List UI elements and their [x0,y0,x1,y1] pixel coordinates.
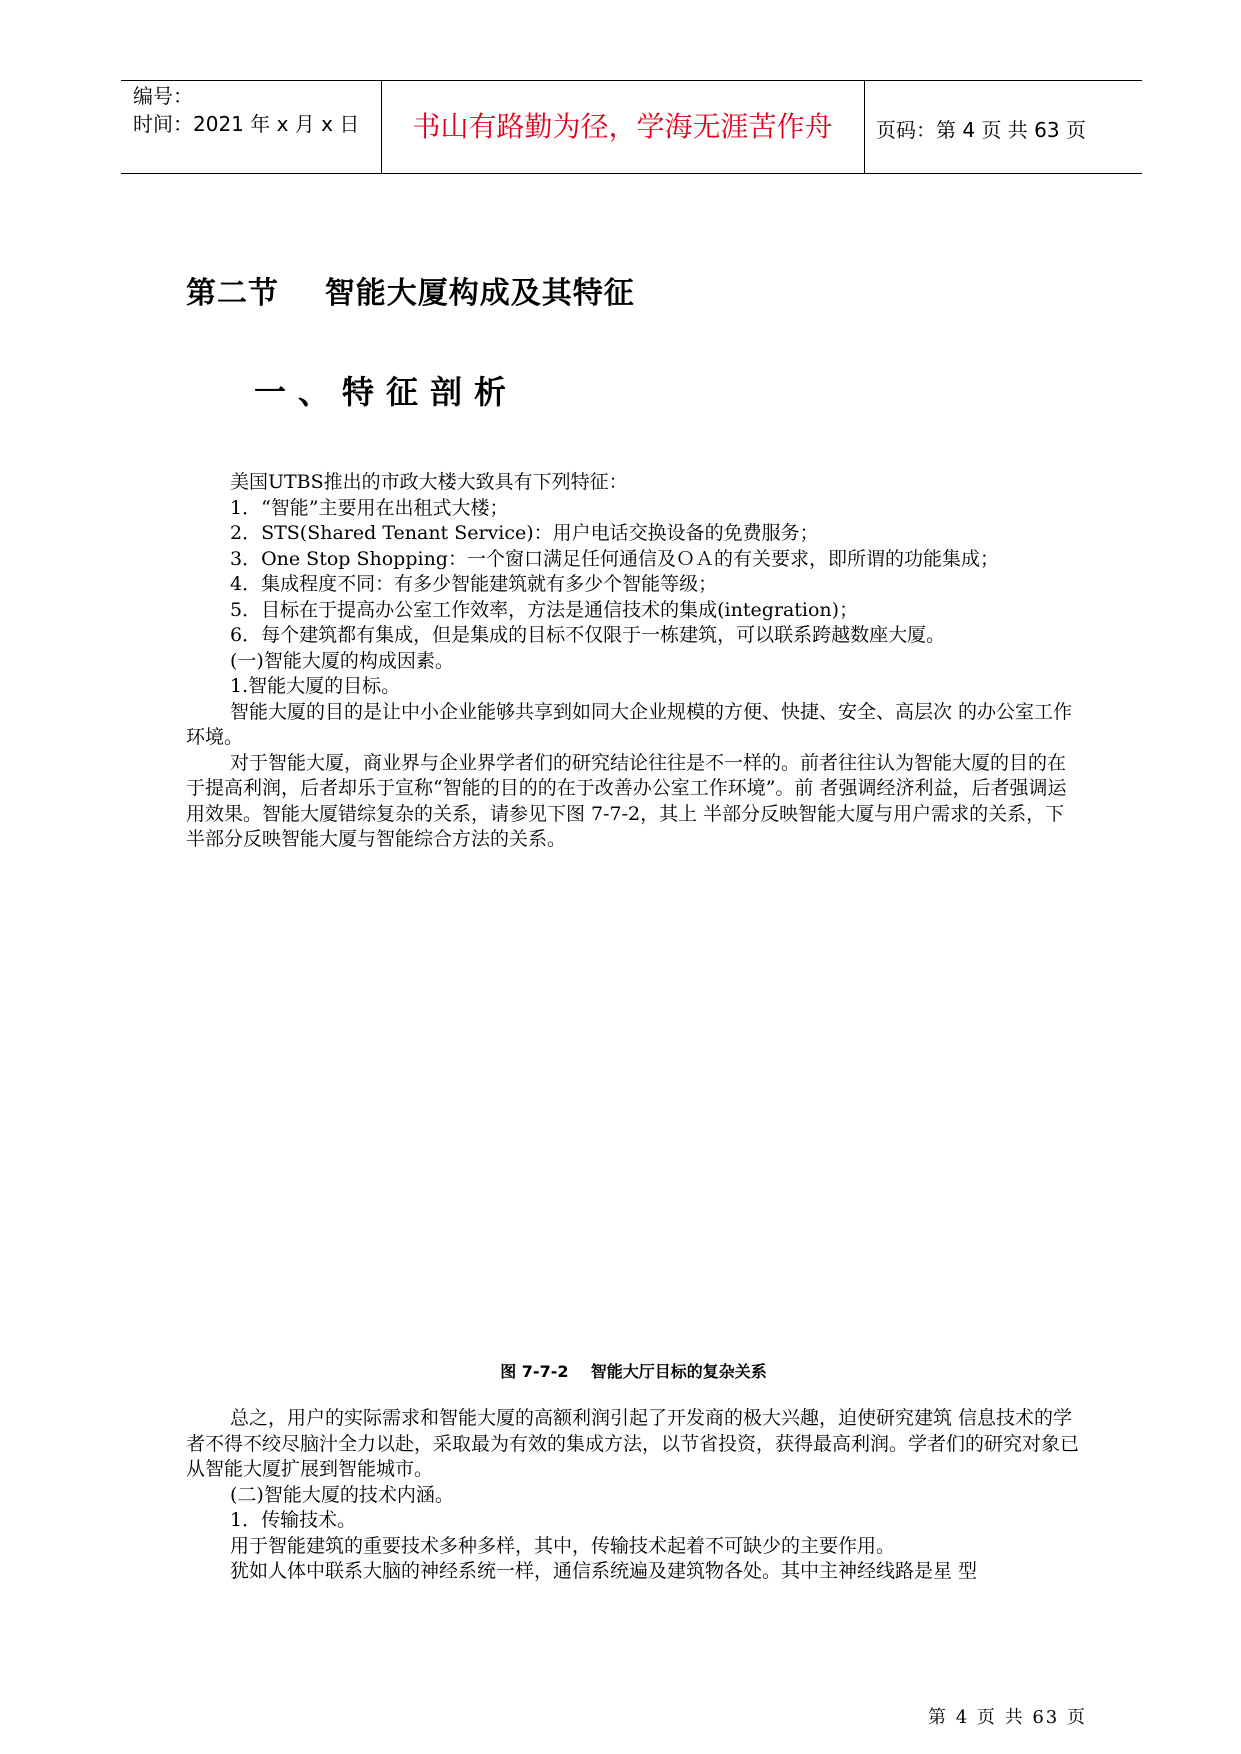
subheading: (二)智能大厦的技术内涵。 [230,1483,454,1506]
subsection-title: 一、特征剖析 [254,373,519,411]
body-text-top [186,470,1081,853]
paragraph: 用于智能建筑的重要技术多种多样，其中，传输技术起着不可缺少的主要作用。 [230,1534,896,1557]
paragraph: 美国UTBS推出的市政大楼大致具有下列特征： [230,471,628,493]
subheading: 1.智能大厦的目标。 [230,675,401,697]
list-item: 2．STS(Shared Tenant Service)：用户电话交换设备的免费服务； [230,522,819,544]
header-page-number: 页码：第 4 页 共 63 页 [876,118,1086,142]
list-item: 4．集成程度不同：有多少智能建筑就有多少个智能等级； [230,573,718,595]
subheading: (一)智能大厦的构成因素。 [230,649,454,672]
header-number: 编号： [133,84,193,108]
body-text-bottom [186,1406,1081,1585]
figure-caption: 图 7-7-2 智能大厅目标的复杂关系 [500,1362,767,1381]
header-divider-right [864,80,865,173]
list-item: 3．One Stop Shopping：一个窗口满足任何通信及ＯＡ的有关要求，即所谓的功能集成； [230,547,999,570]
paragraph: 智能大厦的目的是让中小企业能够共享到如同大企业规模的方便、快捷、安全、高层次 的办公室工作环境。 [186,700,1073,748]
list-item: 5．目标在于提高办公室工作效率，方法是通信技术的集成(integration)； [230,598,859,621]
header-time: 时间：2021 年 x 月 x 日 [133,112,360,136]
header-bottom-rule [121,173,1142,174]
paragraph: 总之，用户的实际需求和智能大厦的高额利润引起了开发商的极大兴趣，迫使研究建筑 信息技术的学者不得不绞尽脑汁全力以赴，采取最为有效的集成方法，以节省投资，获得最高利润。学者们的研究对象已从智能大厦扩展到智能城市。 [186,1407,1080,1480]
footer-page-number: 第 4 页 共 63 页 [928,1707,1087,1728]
header-meta [133,82,359,138]
paragraph: 对于智能大厦，商业界与企业界学者们的研究结论往往是不一样的。前者往往认为智能大厦的目的在于提高利润，后者却乐于宣称“智能的目的的在于改善办公室工作环境”。前 者强调经济利益，后者强调运用效果。智能大厦错综复杂的关系，请参见下图 7-7-2，其上 半部分反映智能大厦与用户需求的关系，下半部分反映智能大厦与智能综合方法的关系。 [186,751,1067,850]
list-item: 6．每个建筑都有集成，但是集成的目标不仅限于一栋建筑，可以联系跨越数座大厦。 [230,624,946,646]
header-motto: 书山有路勤为径，学海无涯苦作舟 [412,110,833,143]
paragraph: 犹如人体中联系大脑的神经系统一样，通信系统遍及建筑物各处。其中主神经线路是星 型 [230,1560,978,1582]
list-item: 1．“智能”主要用在出租式大楼； [230,496,509,519]
subheading: 1．传输技术。 [230,1509,357,1531]
header-top-rule [121,80,1142,81]
section-title: 第二节 智能大厦构成及其特征 [186,276,635,311]
